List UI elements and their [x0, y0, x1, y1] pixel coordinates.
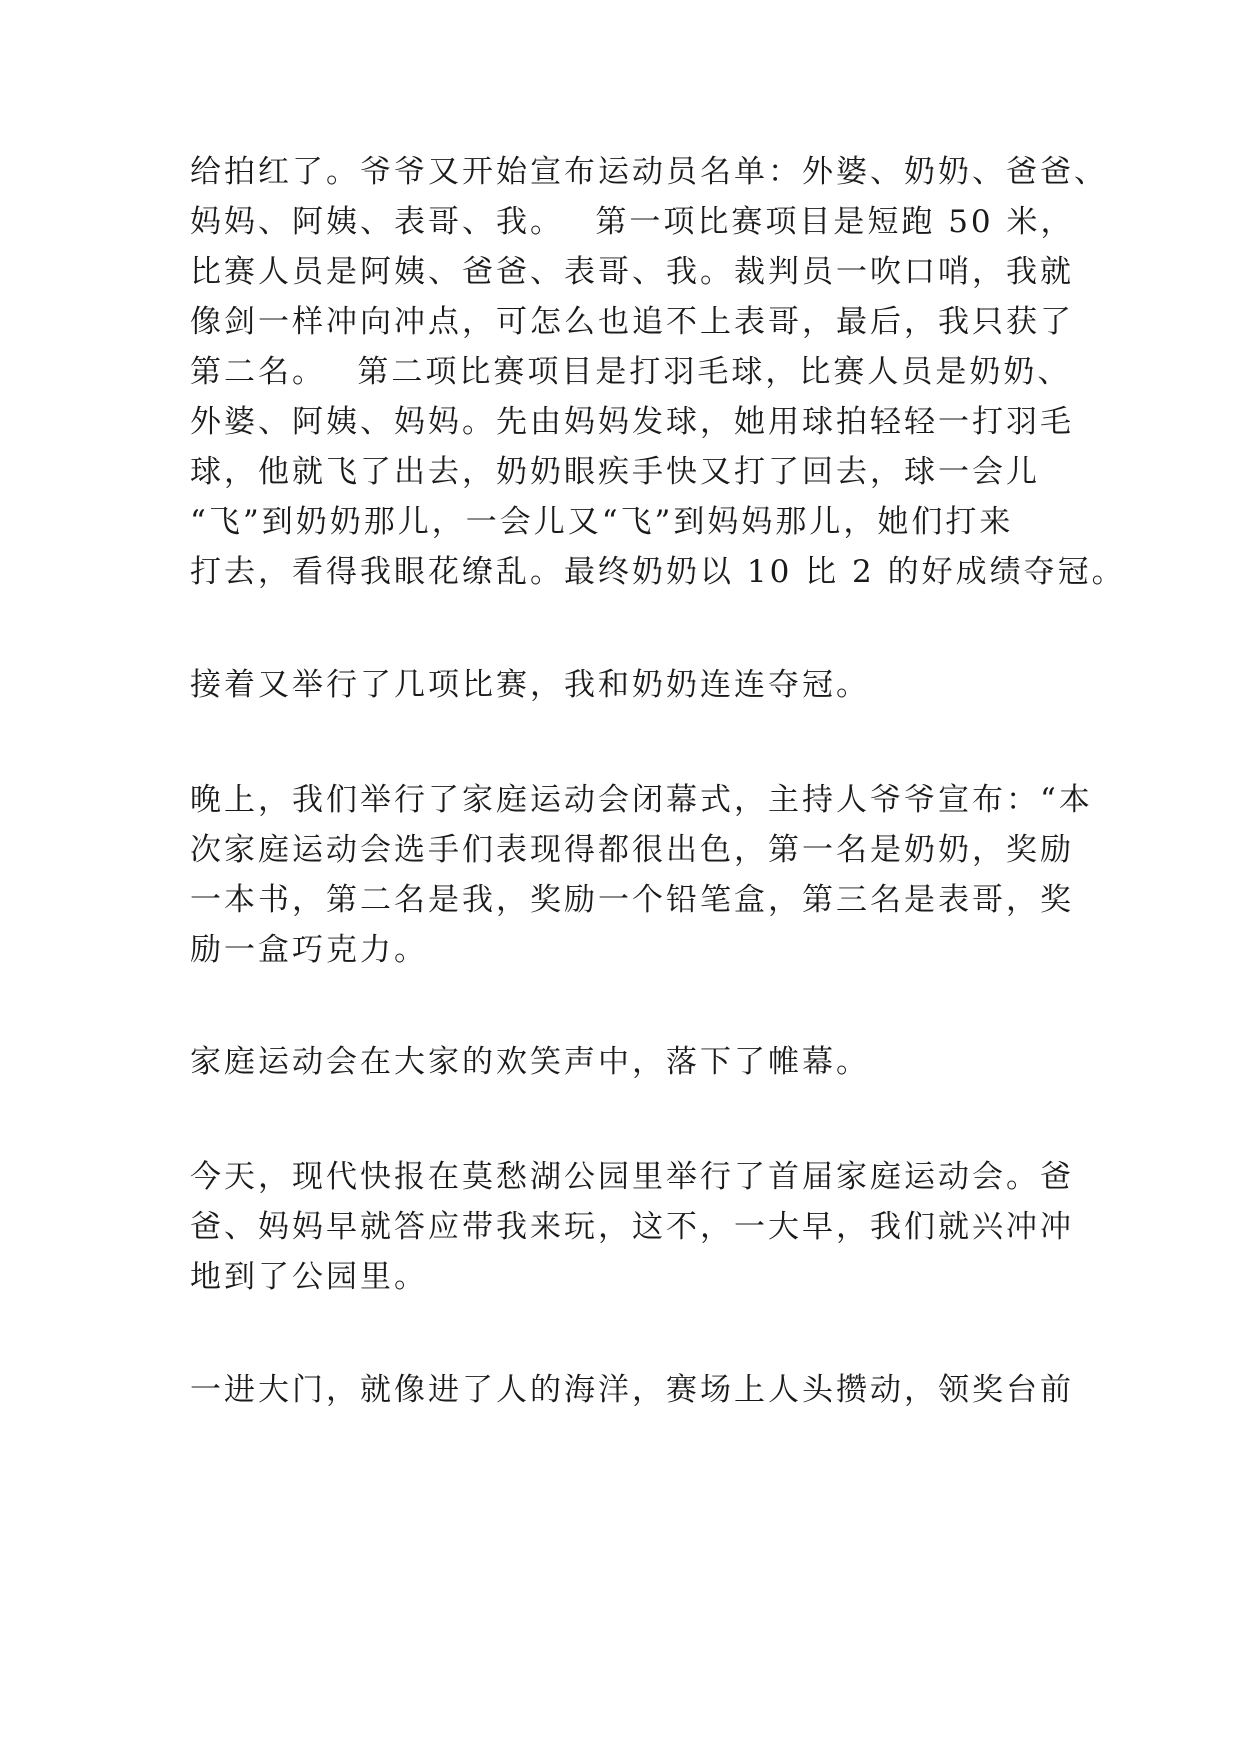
text-line: 一本书，第二名是我，奖励一个铅笔盒，第三名是表哥，奖 — [190, 882, 1074, 918]
text-line: 今天，现代快报在莫愁湖公园里举行了首届家庭运动会。爸 — [190, 1159, 1074, 1195]
text-line: 给拍红了。爷爷又开始宣布运动员名单：外婆、奶奶、爸爸、 — [190, 154, 1108, 190]
text-line: 接着又举行了几项比赛，我和奶奶连连夺冠。 — [190, 667, 870, 703]
text-line: 地到了公园里。 — [190, 1259, 428, 1295]
text-line: 励一盒巧克力。 — [190, 932, 428, 968]
text-line: 妈妈、阿姨、表哥、我。 第一项比赛项目是短跑 50 米， — [190, 204, 1075, 240]
text-line: 球，他就飞了出去，奶奶眼疾手快又打了回去，球一会儿 — [190, 454, 1040, 490]
text-line: 外婆、阿姨、妈妈。先由妈妈发球，她用球拍轻轻一打羽毛 — [190, 404, 1074, 440]
text-line: “飞”到奶奶那儿，一会儿又“飞”到妈妈那儿，她们打来 — [190, 504, 1014, 540]
text-line: 爸、妈妈早就答应带我来玩，这不，一大早，我们就兴冲冲 — [190, 1209, 1074, 1245]
text-line: 一进大门，就像进了人的海洋，赛场上人头攒动，领奖台前 — [190, 1372, 1074, 1408]
text-line: 第二名。 第二项比赛项目是打羽毛球，比赛人员是奶奶、 — [190, 354, 1072, 390]
text-line: 像剑一样冲向冲点，可怎么也追不上表哥，最后，我只获了 — [190, 304, 1074, 340]
text-line: 打去，看得我眼花缭乱。最终奶奶以 10 比 2 的好成绩夺冠。 — [190, 554, 1126, 590]
text-line: 比赛人员是阿姨、爸爸、表哥、我。裁判员一吹口哨，我就 — [190, 254, 1074, 290]
text-line: 次家庭运动会选手们表现得都很出色，第一名是奶奶，奖励 — [190, 832, 1074, 868]
text-line: 晚上，我们举行了家庭运动会闭幕式，主持人爷爷宣布：“本 — [190, 782, 1093, 818]
text-line: 家庭运动会在大家的欢笑声中，落下了帷幕。 — [190, 1044, 870, 1080]
